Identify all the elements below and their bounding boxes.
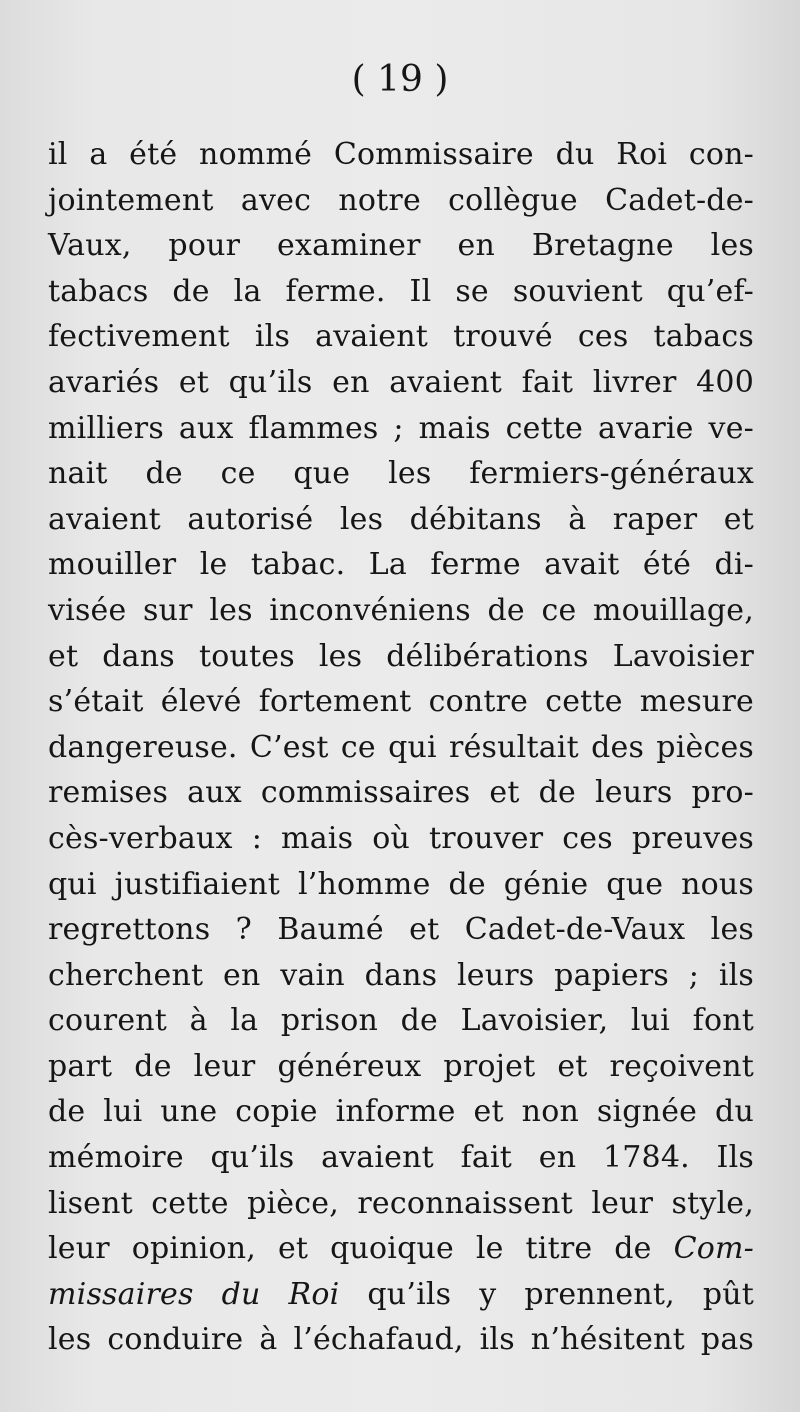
text-segment: qu’ils y prennent, pût xyxy=(367,1276,754,1312)
text-line: qui justifiaient l’homme de génie que nous xyxy=(48,866,754,902)
text-line: part de leur généreux projet et reçoivent xyxy=(48,1048,754,1084)
text-line-mixed xyxy=(48,1226,754,1272)
text-line: les conduire à l’échafaud, ils n’hésitent pas xyxy=(48,1322,754,1358)
text-line: il a été nommé Commissaire du Roi con- xyxy=(48,137,754,172)
page-number: ( 19 ) xyxy=(351,59,449,100)
text-line: visée sur les inconvéniens de ce mouillage, xyxy=(48,592,754,628)
text-line: fectivement ils avaient trouvé ces tabacs xyxy=(48,319,754,355)
text-line: milliers aux flammes ; mais cette avarie ve- xyxy=(48,410,754,446)
text-line: nait de ce que les fermiers-généraux xyxy=(48,456,754,492)
text-line: s’était élevé fortement contre cette mesure xyxy=(48,684,754,720)
text-line: cès-verbaux : mais où trouver ces preuves xyxy=(48,820,754,856)
text-line: et dans toutes les délibérations Lavoisier xyxy=(48,638,754,674)
italic-segment: Com- xyxy=(673,1231,754,1267)
text-line: remises aux commissaires et de leurs pro- xyxy=(48,775,754,811)
text-line: dangereuse. C’est ce qui résultait des pièces xyxy=(48,729,754,765)
text-line: cherchent en vain dans leurs papiers ; ils xyxy=(48,957,754,993)
italic-segment: missaires du Roi xyxy=(48,1276,340,1312)
text-line: avariés et qu’ils en avaient fait livrer 400 xyxy=(48,364,754,400)
text-line: lisent cette pièce, reconnaissent leur style, xyxy=(48,1185,754,1221)
text-line: tabacs de la ferme. Il se souvient qu’ef- xyxy=(48,273,754,309)
text-line: jointement avec notre collègue Cadet-de- xyxy=(48,182,754,218)
text-line: courent à la prison de Lavoisier, lui font xyxy=(48,1003,754,1039)
body-text xyxy=(48,132,754,1363)
text-line: de lui une copie informe et non signée du xyxy=(48,1094,754,1130)
text-line: avaient autorisé les débitans à raper et xyxy=(48,501,754,537)
text-line: Vaux, pour examiner en Bretagne les xyxy=(48,228,754,264)
text-segment: leur opinion, et quoique le titre de xyxy=(48,1231,652,1267)
text-line-mixed xyxy=(48,1272,754,1318)
text-line: regrettons ? Baumé et Cadet-de-Vaux les xyxy=(48,912,754,948)
text-line: mouiller le tabac. La ferme avait été di- xyxy=(48,547,754,583)
text-line: mémoire qu’ils avaient fait en 1784. Ils xyxy=(48,1140,754,1176)
